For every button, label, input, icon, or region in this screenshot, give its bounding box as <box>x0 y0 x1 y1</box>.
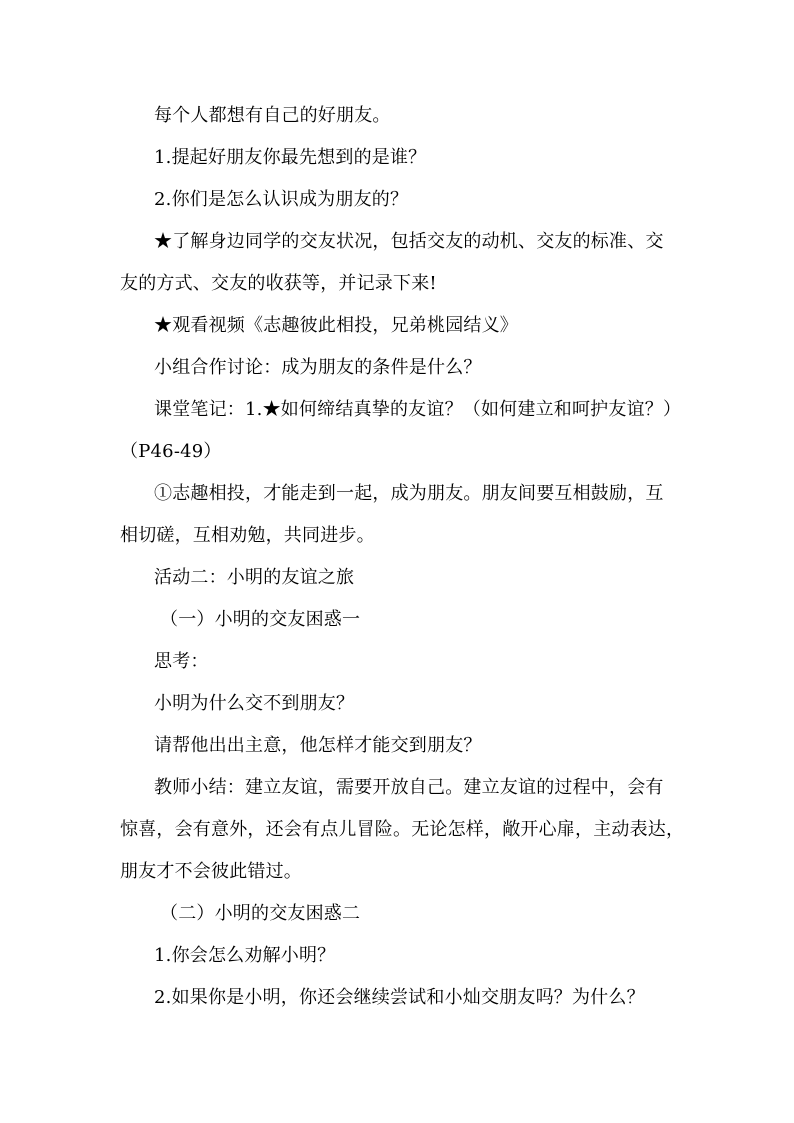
teacher-summary-line-1: 教师小结：建立友谊，需要开放自己。建立友谊的过程中，会有 <box>154 777 664 798</box>
task-video: ★观看视频《志趣彼此相投，兄弟桃园结义》 <box>154 315 518 336</box>
note-point-1-line-2: 相切磋，互相劝勉，共同进步。 <box>120 525 375 546</box>
task-survey-line-2: 友的方式、交友的收获等，并记录下来! <box>120 273 437 294</box>
activity-two-heading: 活动二：小明的友谊之旅 <box>154 567 355 588</box>
class-notes-line-2: （P46-49） <box>120 441 222 462</box>
think-label: 思考： <box>154 651 209 672</box>
question-2: 2.你们是怎么认识成为朋友的？ <box>154 189 409 210</box>
section-two-question-2: 2.如果你是小明，你还会继续尝试和小灿交朋友吗？为什么？ <box>154 987 645 1008</box>
paragraph-intro: 每个人都想有自己的好朋友。 <box>154 105 391 126</box>
question-1: 1.提起好朋友你最先想到的是谁？ <box>154 147 427 168</box>
section-two-heading: （二）小明的交友困惑二 <box>160 903 361 924</box>
teacher-summary-line-2: 惊喜，会有意外，还会有点儿冒险。无论怎样，敞开心扉，主动表达， <box>120 819 685 840</box>
think-question-1: 小明为什么交不到朋友？ <box>154 693 355 714</box>
section-two-question-1: 1.你会怎么劝解小明？ <box>154 945 336 966</box>
note-point-1-line-1: ①志趣相投，才能走到一起，成为朋友。朋友间要互相鼓励，互 <box>154 483 664 504</box>
group-discussion: 小组合作讨论：成为朋友的条件是什么？ <box>154 357 482 378</box>
class-notes-line-1: 课堂笔记：1.★如何缔结真挚的友谊？（如何建立和呵护友谊？） <box>154 399 682 420</box>
task-survey-line-1: ★了解身边同学的交友状况，包括交友的动机、交友的标准、交 <box>154 231 664 252</box>
section-one-heading: （一）小明的交友困惑一 <box>160 609 361 630</box>
teacher-summary-line-3: 朋友才不会彼此错过。 <box>120 861 302 882</box>
think-question-2: 请帮他出出主意，他怎样才能交到朋友？ <box>154 735 482 756</box>
